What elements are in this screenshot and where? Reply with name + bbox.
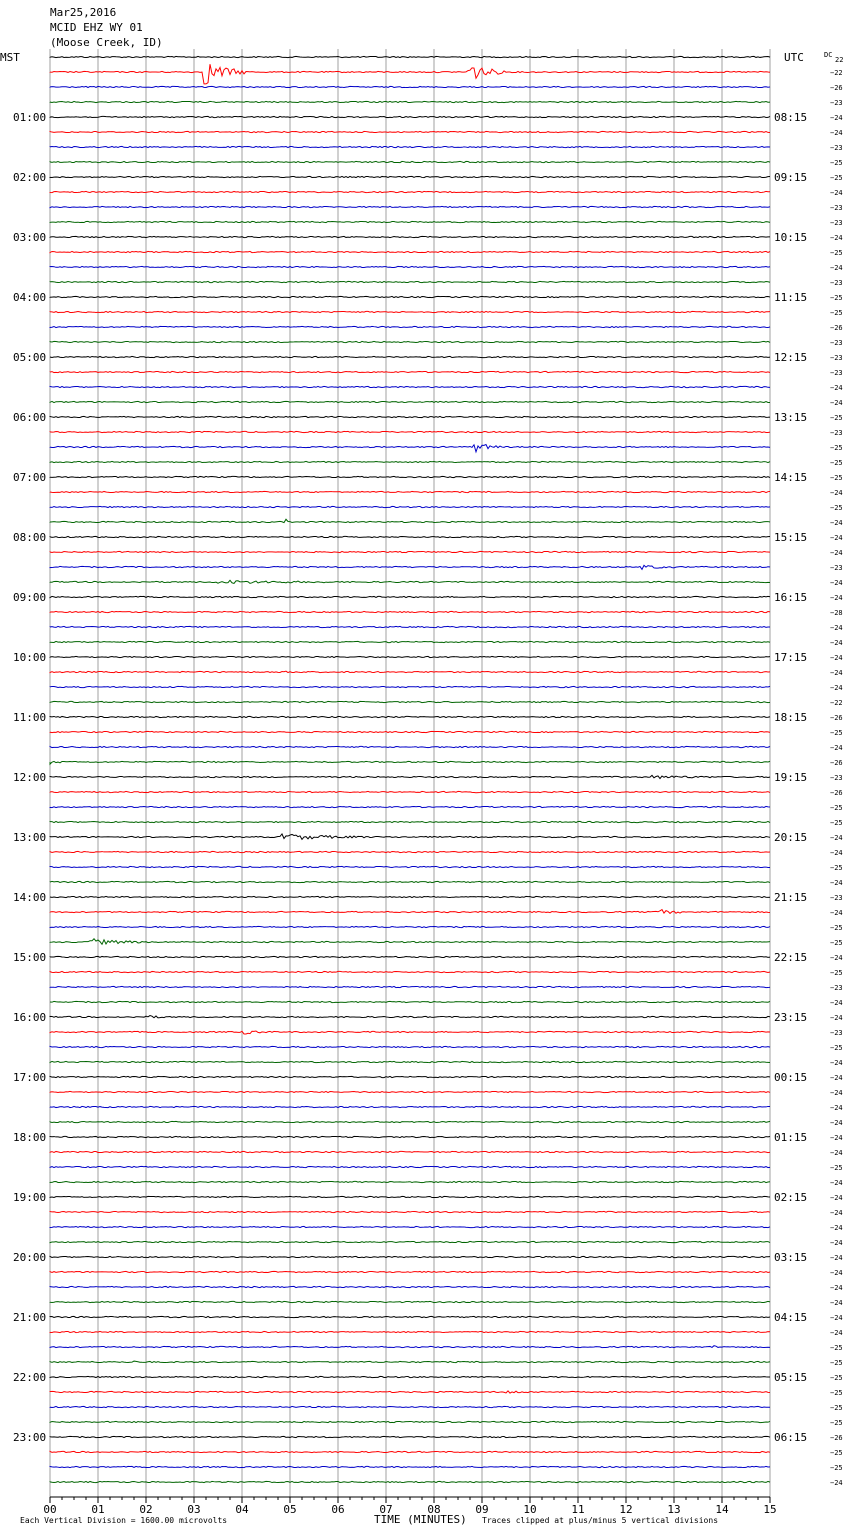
dc-offset-value: −24 (830, 1329, 843, 1337)
dc-offset-value: −24 (830, 1179, 843, 1187)
dc-offset-value: −24 (830, 654, 843, 662)
dc-offset-value: −22 (830, 699, 843, 707)
dc-offset-value: −24 (830, 1209, 843, 1217)
dc-offset-value: −24 (830, 639, 843, 647)
seismic-trace (50, 611, 770, 612)
dc-offset-value: −24 (830, 549, 843, 557)
dc-offset-value: −24 (830, 999, 843, 1007)
hour-label-right: 16:15 (774, 591, 808, 604)
dc-offset-value: −25 (830, 1344, 843, 1352)
dc-offset-value: −24 (830, 1119, 843, 1127)
seismic-trace (50, 1301, 770, 1302)
hour-label-left: 07:00 (13, 471, 47, 484)
dc-offset-value: −24 (830, 594, 843, 602)
dc-offset-value: −23 (830, 894, 843, 902)
dc-offset-value: −24 (830, 1089, 843, 1097)
seismic-trace (50, 461, 770, 462)
seismic-trace (50, 1406, 770, 1407)
dc-offset-value: −24 (830, 1134, 843, 1142)
dc-offset-value: −25 (830, 174, 843, 182)
dc-offset-value: −25 (830, 249, 843, 257)
seismic-trace (50, 910, 770, 914)
dc-offset-value: −25 (830, 294, 843, 302)
dc-offset-value: −22 (830, 69, 843, 77)
seismic-trace (50, 1106, 770, 1107)
dc-offset-value: −25 (830, 309, 843, 317)
dc-offset-value: −25 (830, 414, 843, 422)
dc-label: DC (824, 51, 833, 59)
dc-offset-value: −23 (830, 369, 843, 377)
seismic-trace (50, 176, 770, 177)
seismic-trace (50, 1241, 770, 1242)
seismic-trace (50, 1421, 770, 1422)
seismic-trace (50, 296, 770, 297)
seismic-trace (50, 1256, 770, 1257)
dc-offset-value: −24 (830, 624, 843, 632)
seismic-trace (50, 161, 770, 162)
dc-offset-value: −25 (830, 1359, 843, 1367)
dc-offset-value: −28 (830, 609, 843, 617)
seismic-trace (50, 146, 770, 147)
hour-label-right: 20:15 (774, 831, 808, 844)
seismic-trace (50, 1181, 770, 1182)
left-timezone-label: MST (0, 51, 20, 64)
hour-label-right: 00:15 (774, 1071, 808, 1084)
seismic-trace (50, 491, 770, 492)
dc-offset-value: −23 (830, 984, 843, 992)
x-tick-label: 07 (379, 1503, 393, 1516)
seismic-trace (50, 1121, 770, 1122)
seismic-trace (50, 281, 770, 282)
hour-label-left: 16:00 (13, 1011, 47, 1024)
hour-label-right: 18:15 (774, 711, 808, 724)
hour-label-left: 11:00 (13, 711, 47, 724)
seismic-trace (50, 1271, 770, 1272)
seismic-trace (50, 1451, 770, 1452)
seismic-trace (50, 1061, 770, 1062)
hour-label-left: 14:00 (13, 891, 47, 904)
hour-label-right: 11:15 (774, 291, 808, 304)
seismic-trace (50, 101, 770, 102)
seismic-trace (50, 834, 770, 839)
dc-offset-value: −24 (830, 1149, 843, 1157)
seismic-trace (50, 939, 770, 945)
header-station: MCID EHZ WY 01 (50, 21, 143, 34)
dc-offset-value: −26 (830, 324, 843, 332)
hour-label-left: 10:00 (13, 651, 47, 664)
dc-offset-value: −25 (830, 924, 843, 932)
seismic-trace (50, 971, 770, 972)
dc-offset-value: −24 (830, 384, 843, 392)
dc-offset-value: −24 (830, 849, 843, 857)
seismic-trace (50, 896, 770, 897)
seismic-trace (50, 686, 770, 687)
dc-offset-value: −25 (830, 1464, 843, 1472)
seismic-trace (50, 401, 770, 402)
seismic-trace (50, 206, 770, 207)
seismic-trace (50, 191, 770, 192)
dc-offset-value: −24 (830, 264, 843, 272)
seismic-trace (50, 1436, 770, 1437)
x-tick-label: 14 (715, 1503, 729, 1516)
seismic-trace (50, 386, 770, 387)
seismic-trace (50, 1346, 770, 1348)
seismic-trace (50, 866, 770, 867)
dc-offset-value: −24 (830, 489, 843, 497)
seismic-trace (50, 86, 770, 87)
hour-label-left: 06:00 (13, 411, 47, 424)
x-tick-label: 03 (187, 1503, 201, 1516)
hour-label-left: 09:00 (13, 591, 47, 604)
seismic-trace (50, 416, 770, 417)
dc-offset-value: −25 (830, 969, 843, 977)
seismic-trace (50, 1316, 770, 1317)
hour-label-right: 03:15 (774, 1251, 808, 1264)
dc-offset-value: −25 (830, 1419, 843, 1427)
seismic-trace (50, 1136, 770, 1137)
hour-label-right: 14:15 (774, 471, 808, 484)
hour-label-left: 04:00 (13, 291, 47, 304)
dc-offset-value: −24 (830, 1104, 843, 1112)
hour-label-right: 19:15 (774, 771, 808, 784)
dc-offset-value: −24 (830, 909, 843, 917)
dc-offset-value: −24 (830, 744, 843, 752)
seismic-trace (50, 761, 770, 764)
dc-offset-value: −23 (830, 564, 843, 572)
seismic-trace (50, 746, 770, 747)
hour-label-left: 17:00 (13, 1071, 47, 1084)
dc-offset-value: −24 (830, 954, 843, 962)
dc-offset-value: −24 (830, 1479, 843, 1487)
x-tick-label: 09 (475, 1503, 489, 1516)
dc-offset-value: −24 (830, 1239, 843, 1247)
dc-offset-value: −23 (830, 1029, 843, 1037)
dc-offset-value: −25 (830, 1044, 843, 1052)
hour-label-right: 10:15 (774, 231, 808, 244)
dc-offset-value: −25 (830, 729, 843, 737)
seismic-trace (50, 565, 770, 569)
dc-offset-value: −24 (830, 1074, 843, 1082)
seismic-trace (50, 1016, 770, 1018)
dc-offset-value: −24 (830, 1059, 843, 1067)
dc-offset-value: −24 (830, 1314, 843, 1322)
seismic-trace (50, 506, 770, 507)
dc-offset-value: −26 (830, 84, 843, 92)
seismic-trace (50, 371, 770, 372)
seismic-trace (50, 1391, 770, 1393)
hour-label-left: 15:00 (13, 951, 47, 964)
seismic-trace (50, 1076, 770, 1077)
seismic-trace (50, 1031, 770, 1034)
seismic-trace (50, 1151, 770, 1152)
x-tick-label: 11 (571, 1503, 585, 1516)
hour-label-right: 05:15 (774, 1371, 808, 1384)
dc-offset-value: −24 (830, 1254, 843, 1262)
footer-clip-note: Traces clipped at plus/minus 5 vertical divisions (482, 1516, 719, 1525)
seismic-trace (50, 656, 770, 657)
dc-offset-value: −24 (830, 1194, 843, 1202)
hour-label-left: 13:00 (13, 831, 47, 844)
dc-offset-value: −24 (830, 879, 843, 887)
x-tick-label: 02 (139, 1503, 153, 1516)
dc-offset-value: −26 (830, 714, 843, 722)
seismic-trace (50, 881, 770, 882)
seismic-trace (50, 986, 770, 987)
seismic-trace (50, 701, 770, 702)
seismic-trace (50, 221, 770, 222)
header-date: Mar25,2016 (50, 6, 117, 19)
dc-offset-value: −23 (830, 774, 843, 782)
x-tick-label: 06 (331, 1503, 345, 1516)
dc-offset-value: −24 (830, 534, 843, 542)
seismic-trace (50, 1211, 770, 1212)
hour-label-left: 20:00 (13, 1251, 47, 1264)
dc-offset-value: −24 (830, 129, 843, 137)
dc-offset-value: −25 (830, 1449, 843, 1457)
hour-label-left: 01:00 (13, 111, 47, 124)
hour-label-right: 04:15 (774, 1311, 808, 1324)
seismic-trace (50, 519, 770, 522)
dc-offset-value: −24 (830, 1284, 843, 1292)
seismic-trace (50, 64, 770, 84)
dc-offset-value: −26 (830, 759, 843, 767)
seismic-trace (50, 1361, 770, 1363)
dc-offset-value: −24 (830, 399, 843, 407)
dc-offset-value: −24 (830, 1269, 843, 1277)
header-location: (Moose Creek, ID) (50, 36, 163, 49)
hour-label-left: 19:00 (13, 1191, 47, 1204)
dc-offset-value: −23 (830, 354, 843, 362)
seismic-trace (50, 1166, 770, 1167)
seismic-trace (50, 926, 770, 927)
seismic-trace (50, 551, 770, 552)
hour-label-right: 17:15 (774, 651, 808, 664)
hour-label-right: 12:15 (774, 351, 808, 364)
seismic-trace (50, 56, 770, 57)
x-tick-label: 08 (427, 1503, 441, 1516)
seismic-trace (50, 1091, 770, 1092)
x-tick-label: 12 (619, 1503, 633, 1516)
seismic-trace (50, 596, 770, 597)
dc-offset-value: −23 (830, 204, 843, 212)
hour-label-right: 22:15 (774, 951, 808, 964)
hour-label-right: 06:15 (774, 1431, 808, 1444)
hour-label-left: 03:00 (13, 231, 47, 244)
dc-offset-value: −24 (830, 1224, 843, 1232)
dc-offset-value: −25 (830, 939, 843, 947)
seismic-trace (50, 956, 770, 957)
hour-labels-left (13, 111, 46, 1444)
dc-offset-value: −25 (830, 459, 843, 467)
seismic-trace (50, 236, 770, 237)
x-tick-label: 13 (667, 1503, 681, 1516)
dc-offset-value: −24 (830, 114, 843, 122)
dc-offset-value: −24 (830, 1014, 843, 1022)
x-axis-title: TIME (MINUTES) (374, 1513, 467, 1526)
dc-offset-value: −24 (830, 579, 843, 587)
x-tick-label: 05 (283, 1503, 297, 1516)
seismic-trace (50, 356, 770, 357)
dc-offset-value: −23 (830, 339, 843, 347)
seismic-trace (50, 641, 770, 642)
dc-offset-value: −25 (830, 474, 843, 482)
seismic-trace (50, 775, 770, 778)
trace-layer (50, 56, 770, 1482)
footer-scale-note: Each Vertical Division = 1600.00 microvolts (20, 1516, 228, 1525)
seismic-trace (50, 671, 770, 672)
seismic-trace (50, 1286, 770, 1287)
seismic-trace (50, 1481, 770, 1482)
seismic-trace (50, 791, 770, 792)
hour-label-left: 02:00 (13, 171, 47, 184)
dc-offset-value: −23 (830, 144, 843, 152)
dc-offset-value: −25 (830, 504, 843, 512)
hour-label-left: 23:00 (13, 1431, 47, 1444)
dc-offset-value: −26 (830, 1434, 843, 1442)
seismic-trace (50, 821, 770, 822)
dc-offset-value: −25 (830, 159, 843, 167)
dc-offset-value: −24 (830, 834, 843, 842)
x-tick-label: 04 (235, 1503, 249, 1516)
seismic-trace (50, 536, 770, 537)
dc-offset-value: −24 (830, 519, 843, 527)
seismic-trace (50, 626, 770, 627)
seismic-trace (50, 326, 770, 327)
hour-label-right: 02:15 (774, 1191, 808, 1204)
seismic-trace (50, 1466, 770, 1467)
dc-offset-value: −23 (830, 279, 843, 287)
hour-label-left: 05:00 (13, 351, 47, 364)
hour-label-left: 08:00 (13, 531, 47, 544)
seismic-trace (50, 1046, 770, 1047)
x-tick-label: 00 (43, 1503, 57, 1516)
seismic-trace (50, 445, 770, 452)
dc-offset-value: −24 (830, 669, 843, 677)
seismic-trace (50, 716, 770, 717)
dc-offset-value: −25 (830, 819, 843, 827)
hour-label-right: 23:15 (774, 1011, 808, 1024)
dc-offset-value: −26 (830, 789, 843, 797)
dc-offset-value: −24 (830, 684, 843, 692)
hour-label-right: 13:15 (774, 411, 808, 424)
hour-label-right: 09:15 (774, 171, 808, 184)
dc-offset-value: −23 (830, 99, 843, 107)
seismic-trace (50, 131, 770, 132)
seismic-trace (50, 431, 770, 432)
seismic-trace (50, 341, 770, 342)
seismic-trace (50, 731, 770, 732)
hour-label-left: 12:00 (13, 771, 47, 784)
dc-offset-value: −23 (830, 219, 843, 227)
x-tick-label: 15 (763, 1503, 777, 1516)
seismic-trace (50, 251, 770, 252)
dc-offset-value: −25 (830, 1404, 843, 1412)
hour-label-left: 21:00 (13, 1311, 47, 1324)
hour-label-right: 08:15 (774, 111, 808, 124)
hour-label-left: 18:00 (13, 1131, 47, 1144)
dc-offset-value: −25 (830, 444, 843, 452)
seismic-trace (50, 311, 770, 312)
seismic-trace (50, 1331, 770, 1332)
dc-offset-value: −25 (830, 804, 843, 812)
right-timezone-label: UTC (784, 51, 804, 64)
hour-label-left: 22:00 (13, 1371, 47, 1384)
dc-offset-value: −24 (830, 189, 843, 197)
dc-offset-value: −25 (830, 1374, 843, 1382)
hour-label-right: 01:15 (774, 1131, 808, 1144)
seismic-trace (50, 851, 770, 852)
x-tick-label: 10 (523, 1503, 537, 1516)
dc-offset-value: −25 (830, 864, 843, 872)
dc-offset-labels (830, 69, 843, 1487)
dc-offset-value: −24 (830, 234, 843, 242)
seismic-trace (50, 116, 770, 117)
seismic-trace (50, 1001, 770, 1002)
seismic-trace (50, 580, 770, 583)
seismic-trace (50, 1226, 770, 1227)
hour-label-right: 21:15 (774, 891, 808, 904)
dc-offset-value: −25 (830, 1389, 843, 1397)
hour-label-right: 15:15 (774, 531, 808, 544)
dc-offset-value: −25 (830, 1164, 843, 1172)
seismic-trace (50, 1376, 770, 1377)
seismic-trace (50, 476, 770, 477)
seismic-trace (50, 806, 770, 807)
x-tick-label: 01 (91, 1503, 105, 1516)
dc-offset-value: −24 (830, 1299, 843, 1307)
dc-offset-value: −23 (830, 429, 843, 437)
hour-labels-right (774, 111, 807, 1444)
dc-first-value: 22 (835, 56, 844, 64)
seismic-trace (50, 266, 770, 267)
seismic-trace (50, 1196, 770, 1197)
